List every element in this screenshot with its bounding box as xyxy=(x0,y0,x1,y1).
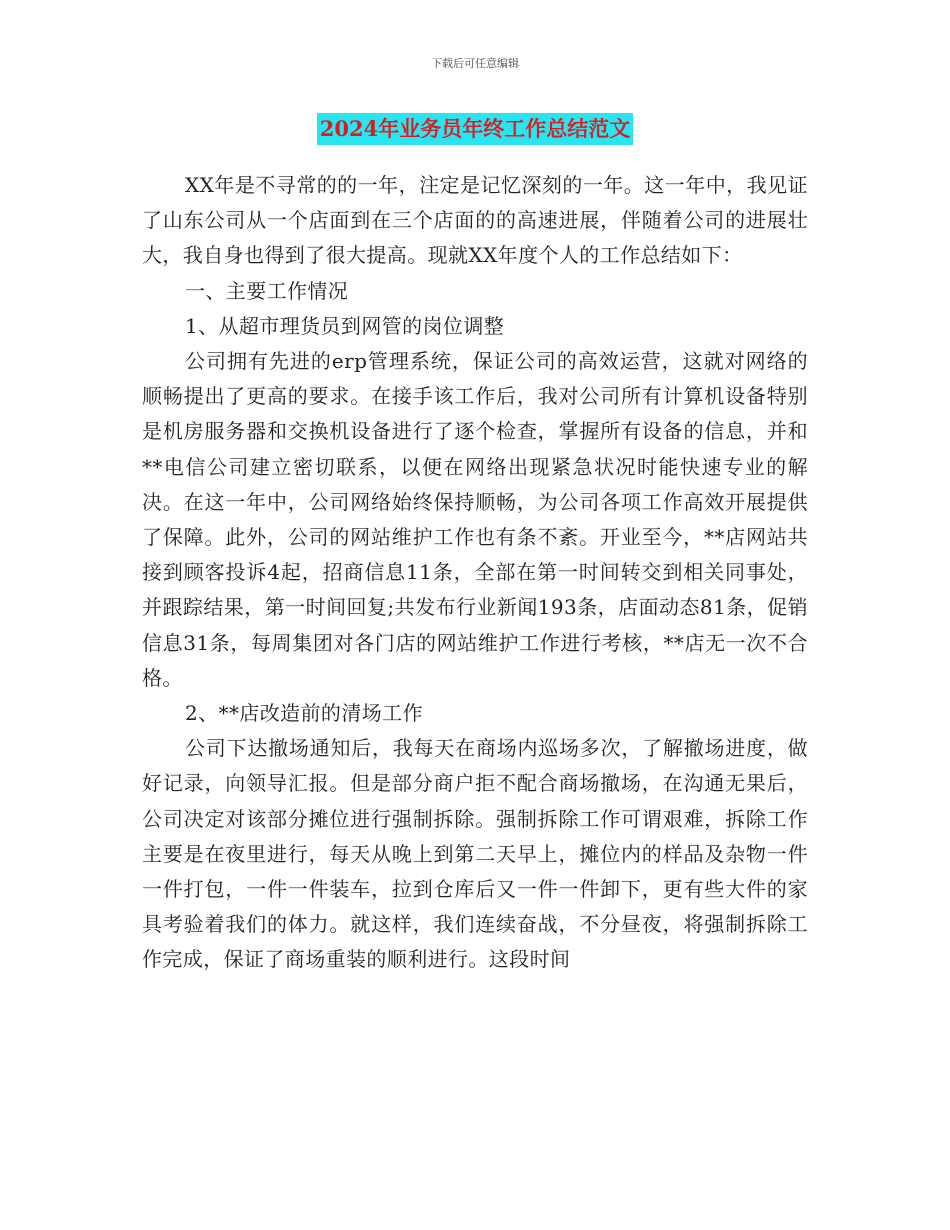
page-header-note: 下载后可任意编辑 xyxy=(431,57,519,70)
subheading-position-adjustment: 1、从超市理货员到网管的岗位调整 xyxy=(185,313,505,338)
section-heading-main-work: 一、主要工作情况 xyxy=(185,278,349,303)
subheading-store-clearance: 2、**店改造前的清场工作 xyxy=(185,701,423,726)
document-body xyxy=(142,168,808,978)
body-paragraph-network: 公司拥有先进的erp管理系统，保证公司的高效运营，这就对网络的顺畅提出了更高的要求。在接手该工作后，我对公司所有计算机设备特别是机房服务器和交换机设备进行了逐个检查，掌握所有设备的信息，并和**电信公司建立密切联系，以便在网络出现紧急状况时能快速专业的解决。在这一年中，公司网络始终保持顺畅，为公司各项工作高效开展提供了保障。此外，公司的网站维护工作也有条不紊。开业至今，**店网站共接到顾客投诉4起，招商信息11条，全部在第一时间转交到相关同事处，并跟踪结果，第一时间回复;共发布行业新闻193条，店面动态81条，促销信息31条，每周集团对各门店的网站维护工作进行考核，**店无一次不合格。 xyxy=(142,349,808,690)
document-title: 2024年业务员年终工作总结范文 xyxy=(317,113,633,145)
title-container xyxy=(0,113,950,145)
body-paragraph-clearance: 公司下达撤场通知后，我每天在商场内巡场多次，了解撤场进度，做好记录，向领导汇报。但是部分商户拒不配合商场撤场，在沟通无果后，公司决定对该部分摊位进行强制拆除。强制拆除工作可谓艰难，拆除工作主要是在夜里进行，每天从晚上到第二天早上，摊位内的样品及杂物一件一件打包，一件一件装车，拉到仓库后又一件一件卸下，更有些大件的家具考验着我们的体力。就这样，我们连续奋战，不分昼夜，将强制拆除工作完成，保证了商场重装的顺利进行。这段时间 xyxy=(142,736,808,972)
intro-paragraph: XX年是不寻常的的一年，注定是记忆深刻的一年。这一年中，我见证了山东公司从一个店面到在三个店面的的高速进展，伴随着公司的进展壮大，我自身也得到了很大提高。现就XX年度个人的工作总结如下： xyxy=(142,173,808,268)
